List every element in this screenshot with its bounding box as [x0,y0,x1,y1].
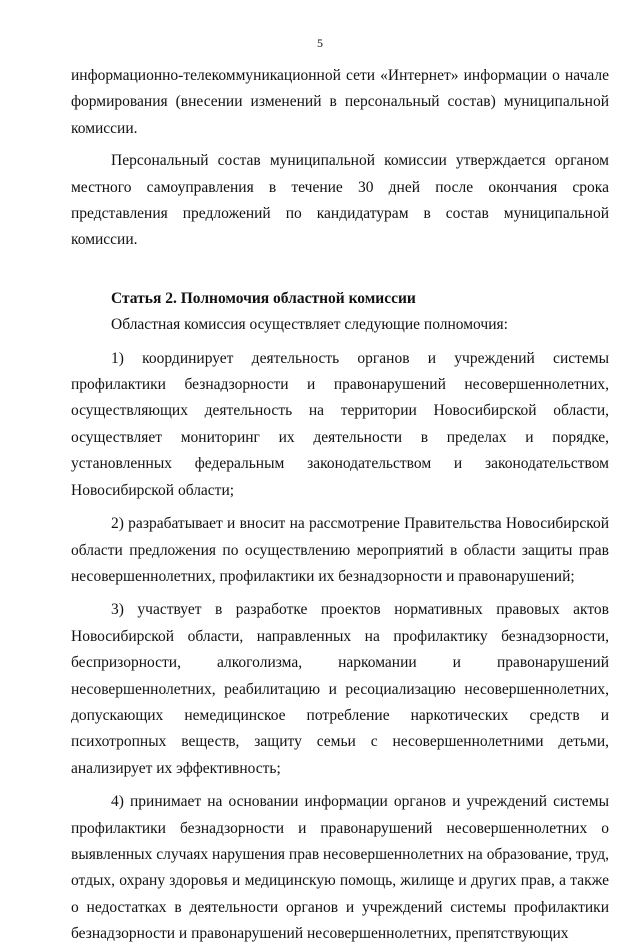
list-item-2: 2) разрабатывает и вносит на рассмотрение Правительства Новосибирской области предложения по осуществлению мероприятий в области защиты прав несовершеннолетних, профилактики их безнадзорности и правонарушений; [71,515,609,585]
list-item-1: 1) координирует деятельность органов и учреждений системы профилактики безнадзорности и правонарушений несовершеннолетних, осуществляющих деятельность на территории Новосибирской области, осуществляет мониторинг их деятельности в пределах и порядке, установленных федеральным законодательством и законодательством Новосибирской области; [71,349,609,499]
document-body [71,63,609,948]
article-heading: Статья 2. Полномочия областной комиссии [111,289,416,307]
paragraph-continuation: информационно-телекоммуникационной сети «Интернет» информации о начале формирования (внесении изменений в персональный состав) муниципальной комиссии. [71,67,609,137]
paragraph-personal-composition: Персональный состав муниципальной комиссии утверждается органом местного самоуправления в течение 30 дней после окончания срока представления предложений по кандидатурам в состав муниципальной комиссии. [71,152,609,249]
paragraph-intro: Областная комиссия осуществляет следующие полномочия: [111,316,508,334]
list-item-4: 4) принимает на основании информации органов и учреждений системы профилактики безнадзорности и правонарушений несовершеннолетних о выявленных случаях нарушения прав несовершеннолетних на образование, труд, отдых, охрану здоровья и медицинскую помощь, жилище и других прав, а также о недостатках в деятельности органов и учреждений системы профилактики безнадзорности и правонарушений несовершеннолетних, препятствующих [71,793,609,943]
page-number: 5 [317,36,323,50]
list-item-3: 3) участвует в разработке проектов нормативных правовых актов Новосибирской области, направленных на профилактику безнадзорности, беспризорности, алкоголизма, наркомании и правонарушений несовершеннолетних, реабилитацию и ресоциализацию несовершеннолетних, допускающих немедицинское потребление наркотических средств и психотропных веществ, защиту семьи с несовершеннолетними детьми, анализирует их эффективность; [71,601,609,777]
